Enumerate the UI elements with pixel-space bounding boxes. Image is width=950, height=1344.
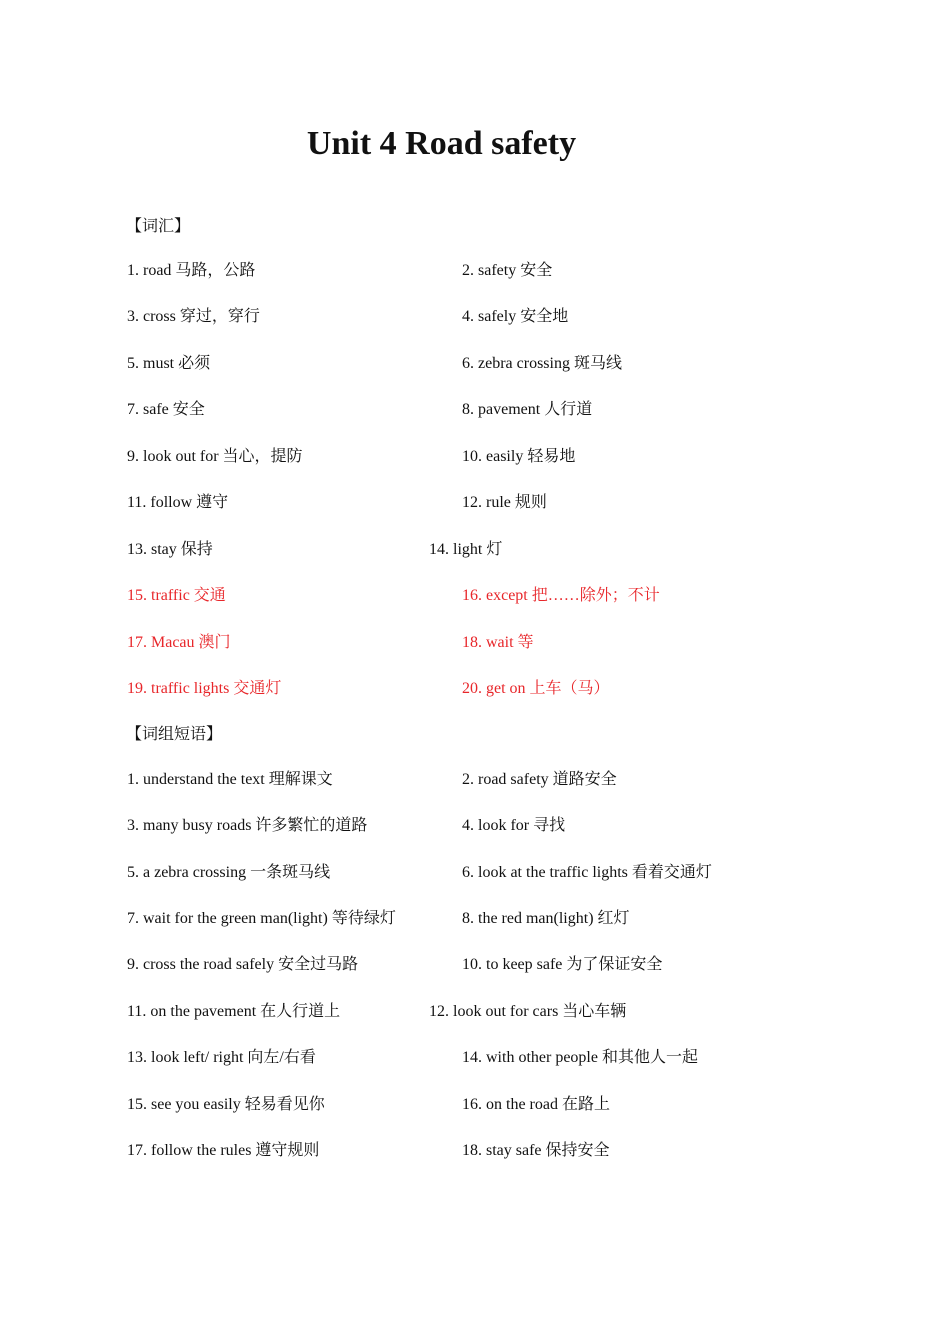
phrase-item: 16. on the road 在路上 xyxy=(462,1096,610,1113)
vocab-item-highlighted: 17. Macau 澳门 xyxy=(127,634,231,651)
vocab-item-highlighted: 15. traffic 交通 xyxy=(127,587,226,604)
vocabulary-heading: 【词汇】 xyxy=(126,218,191,235)
phrase-item: 10. to keep safe 为了保证安全 xyxy=(462,956,663,973)
vocab-item: 1. road 马路，公路 xyxy=(127,262,256,279)
vocab-item: 3. cross 穿过，穿行 xyxy=(127,308,260,325)
vocab-item: 14. light 灯 xyxy=(429,541,503,558)
vocab-item: 6. zebra crossing 斑马线 xyxy=(462,355,622,372)
phrase-item: 11. on the pavement 在人行道上 xyxy=(127,1003,341,1020)
phrase-item: 18. stay safe 保持安全 xyxy=(462,1142,610,1159)
phrase-item: 1. understand the text 理解课文 xyxy=(127,771,333,788)
vocab-item: 13. stay 保持 xyxy=(127,541,213,558)
vocab-item: 8. pavement 人行道 xyxy=(462,401,593,418)
vocab-item-highlighted: 20. get on 上车（马） xyxy=(462,680,610,697)
vocab-item: 9. look out for 当心，提防 xyxy=(127,448,303,465)
vocab-item-highlighted: 16. except 把……除外；不计 xyxy=(462,587,660,604)
vocab-item: 11. follow 遵守 xyxy=(127,494,229,511)
vocab-item: 2. safety 安全 xyxy=(462,262,553,279)
vocab-item: 4. safely 安全地 xyxy=(462,308,569,325)
vocab-item-highlighted: 18. wait 等 xyxy=(462,634,534,651)
phrase-item: 17. follow the rules 遵守规则 xyxy=(127,1142,320,1159)
phrase-item: 4. look for 寻找 xyxy=(462,817,566,834)
phrase-item: 5. a zebra crossing 一条斑马线 xyxy=(127,864,331,881)
vocab-item-highlighted: 19. traffic lights 交通灯 xyxy=(127,680,282,697)
vocab-item: 7. safe 安全 xyxy=(127,401,205,418)
phrase-item: 6. look at the traffic lights 看着交通灯 xyxy=(462,864,712,881)
phrase-item: 7. wait for the green man(light) 等待绿灯 xyxy=(127,910,396,927)
phrases-heading: 【词组短语】 xyxy=(126,726,223,743)
phrase-item: 2. road safety 道路安全 xyxy=(462,771,617,788)
phrase-item: 14. with other people 和其他人一起 xyxy=(462,1049,698,1066)
phrase-item: 3. many busy roads 许多繁忙的道路 xyxy=(127,817,368,834)
phrase-item: 8. the red man(light) 红灯 xyxy=(462,910,630,927)
phrase-item: 15. see you easily 轻易看见你 xyxy=(127,1096,325,1113)
phrase-item: 13. look left/ right 向左/右看 xyxy=(127,1049,316,1066)
vocab-item: 5. must 必须 xyxy=(127,355,211,372)
phrase-item: 12. look out for cars 当心车辆 xyxy=(429,1003,627,1020)
phrase-item: 9. cross the road safely 安全过马路 xyxy=(127,956,359,973)
vocab-item: 10. easily 轻易地 xyxy=(462,448,576,465)
page-title: Unit 4 Road safety xyxy=(306,125,577,162)
vocab-item: 12. rule 规则 xyxy=(462,494,547,511)
